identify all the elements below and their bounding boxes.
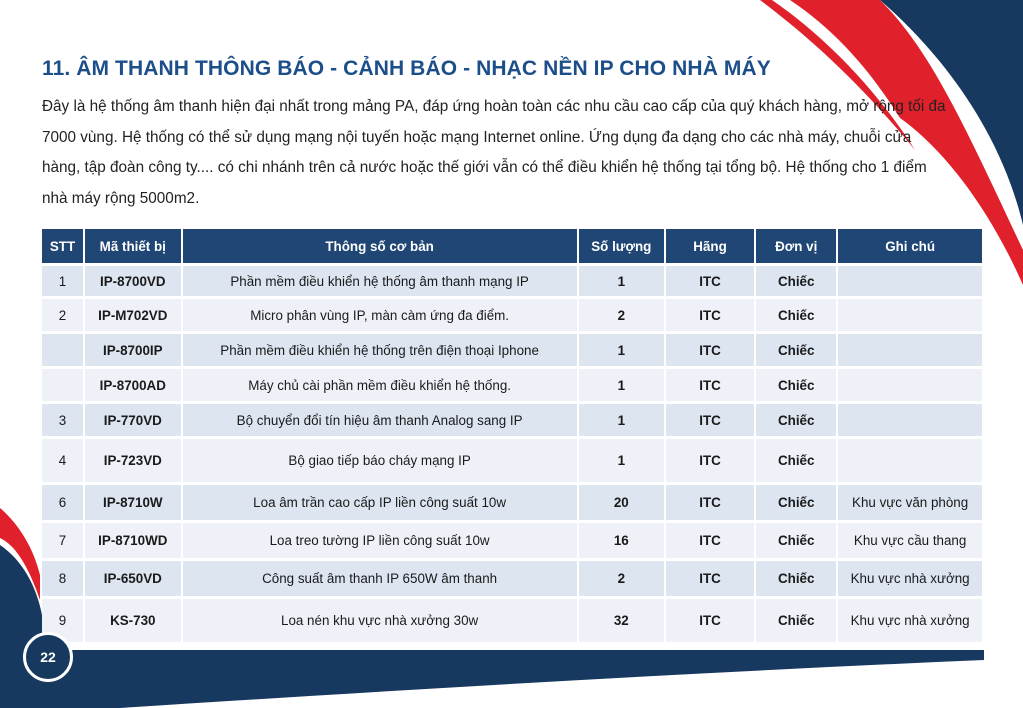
cell-stt: 9 <box>42 599 83 645</box>
cell-note <box>838 263 982 299</box>
cell-device-code: IP-8710WD <box>85 523 180 561</box>
cell-stt: 6 <box>42 485 83 523</box>
cell-unit: Chiếc <box>756 299 836 334</box>
page-number-badge: 22 <box>23 632 73 682</box>
cell-brand: ITC <box>666 599 754 645</box>
cell-note <box>838 439 982 485</box>
cell-device-code: IP-8710W <box>85 485 180 523</box>
cell-specification: Loa nén khu vực nhà xưởng 30w <box>183 599 577 645</box>
header-specification: Thông số cơ bản <box>183 229 577 263</box>
cell-unit: Chiếc <box>756 439 836 485</box>
cell-stt <box>42 369 83 404</box>
cell-unit: Chiếc <box>756 485 836 523</box>
cell-unit: Chiếc <box>756 404 836 439</box>
table-header-row <box>42 229 982 263</box>
cell-brand: ITC <box>666 561 754 599</box>
cell-note: Khu vực nhà xưởng <box>838 599 982 645</box>
cell-quantity: 32 <box>579 599 664 645</box>
cell-specification: Loa treo tường IP liền công suất 10w <box>183 523 577 561</box>
header-brand: Hãng <box>666 229 754 263</box>
table-row <box>42 404 982 439</box>
cell-note: Khu vực cầu thang <box>838 523 982 561</box>
cell-quantity: 1 <box>579 263 664 299</box>
cell-note <box>838 404 982 439</box>
cell-brand: ITC <box>666 334 754 369</box>
cell-specification: Máy chủ cài phần mềm điều khiển hệ thống. <box>183 369 577 404</box>
cell-stt: 2 <box>42 299 83 334</box>
cell-device-code: IP-650VD <box>85 561 180 599</box>
cell-unit: Chiếc <box>756 523 836 561</box>
cell-device-code: IP-8700IP <box>85 334 180 369</box>
cell-unit: Chiếc <box>756 561 836 599</box>
cell-device-code: IP-M702VD <box>85 299 180 334</box>
intro-paragraph: Đây là hệ thống âm thanh hiện đại nhất trong mảng PA, đáp ứng hoàn toàn các nhu cầu cao cấp của quý khách hàng, mở rộng tối đa 7000 vùng. Hệ thống có thể sử dụng mạng nội tuyến hoặc mạng Internet online. Ứng dụng đa dạng cho các nhà máy, chuỗi cửa hàng, tập đoàn công ty.... có chi nhánh trên cả nước hoặc thế giới vẫn có thể điều khiển hệ thống tại tổng bộ. Hệ thống cho 1 điểm nhà máy rộng 5000m2. <box>42 98 946 207</box>
cell-quantity: 1 <box>579 404 664 439</box>
cell-note: Khu vực văn phòng <box>838 485 982 523</box>
header-stt: STT <box>42 229 83 263</box>
cell-quantity: 16 <box>579 523 664 561</box>
cell-specification: Bộ giao tiếp báo cháy mạng IP <box>183 439 577 485</box>
cell-brand: ITC <box>666 485 754 523</box>
header-unit: Đơn vị <box>756 229 836 263</box>
cell-device-code: IP-770VD <box>85 404 180 439</box>
cell-note <box>838 299 982 334</box>
cell-device-code: IP-723VD <box>85 439 180 485</box>
table-row <box>42 299 982 334</box>
header-quantity: Số lượng <box>579 229 664 263</box>
cell-quantity: 1 <box>579 334 664 369</box>
cell-note: Khu vực nhà xưởng <box>838 561 982 599</box>
cell-brand: ITC <box>666 369 754 404</box>
cell-unit: Chiếc <box>756 369 836 404</box>
section-title: 11. ÂM THANH THÔNG BÁO - CẢNH BÁO - NHẠC NỀN IP CHO NHÀ MÁY <box>42 57 771 80</box>
table-row <box>42 561 982 599</box>
cell-device-code: KS-730 <box>85 599 180 645</box>
cell-brand: ITC <box>666 439 754 485</box>
cell-stt <box>42 334 83 369</box>
cell-quantity: 2 <box>579 561 664 599</box>
cell-stt: 1 <box>42 263 83 299</box>
cell-brand: ITC <box>666 404 754 439</box>
table-row <box>42 523 982 561</box>
equipment-table <box>40 229 984 645</box>
cell-stt: 8 <box>42 561 83 599</box>
cell-quantity: 20 <box>579 485 664 523</box>
table-row <box>42 485 982 523</box>
cell-stt: 7 <box>42 523 83 561</box>
table-row <box>42 263 982 299</box>
cell-quantity: 2 <box>579 299 664 334</box>
cell-brand: ITC <box>666 523 754 561</box>
cell-brand: ITC <box>666 299 754 334</box>
table-row <box>42 599 982 645</box>
cell-specification: Công suất âm thanh IP 650W âm thanh <box>183 561 577 599</box>
cell-specification: Phần mềm điều khiển hệ thống âm thanh mạng IP <box>183 263 577 299</box>
header-note: Ghi chú <box>838 229 982 263</box>
cell-specification: Micro phân vùng IP, màn càm ứng đa điểm. <box>183 299 577 334</box>
cell-quantity: 1 <box>579 369 664 404</box>
cell-unit: Chiếc <box>756 334 836 369</box>
cell-specification: Phần mềm điều khiển hệ thống trên điện thoại Iphone <box>183 334 577 369</box>
cell-brand: ITC <box>666 263 754 299</box>
table-row <box>42 369 982 404</box>
cell-stt: 4 <box>42 439 83 485</box>
header-device-code: Mã thiết bị <box>85 229 180 263</box>
cell-note <box>838 334 982 369</box>
cell-unit: Chiếc <box>756 599 836 645</box>
cell-specification: Loa âm trần cao cấp IP liền công suất 10w <box>183 485 577 523</box>
cell-unit: Chiếc <box>756 263 836 299</box>
cell-device-code: IP-8700AD <box>85 369 180 404</box>
cell-specification: Bộ chuyển đổi tín hiệu âm thanh Analog sang IP <box>183 404 577 439</box>
cell-stt: 3 <box>42 404 83 439</box>
cell-device-code: IP-8700VD <box>85 263 180 299</box>
table-row <box>42 334 982 369</box>
cell-note <box>838 369 982 404</box>
cell-quantity: 1 <box>579 439 664 485</box>
table-row <box>42 439 982 485</box>
